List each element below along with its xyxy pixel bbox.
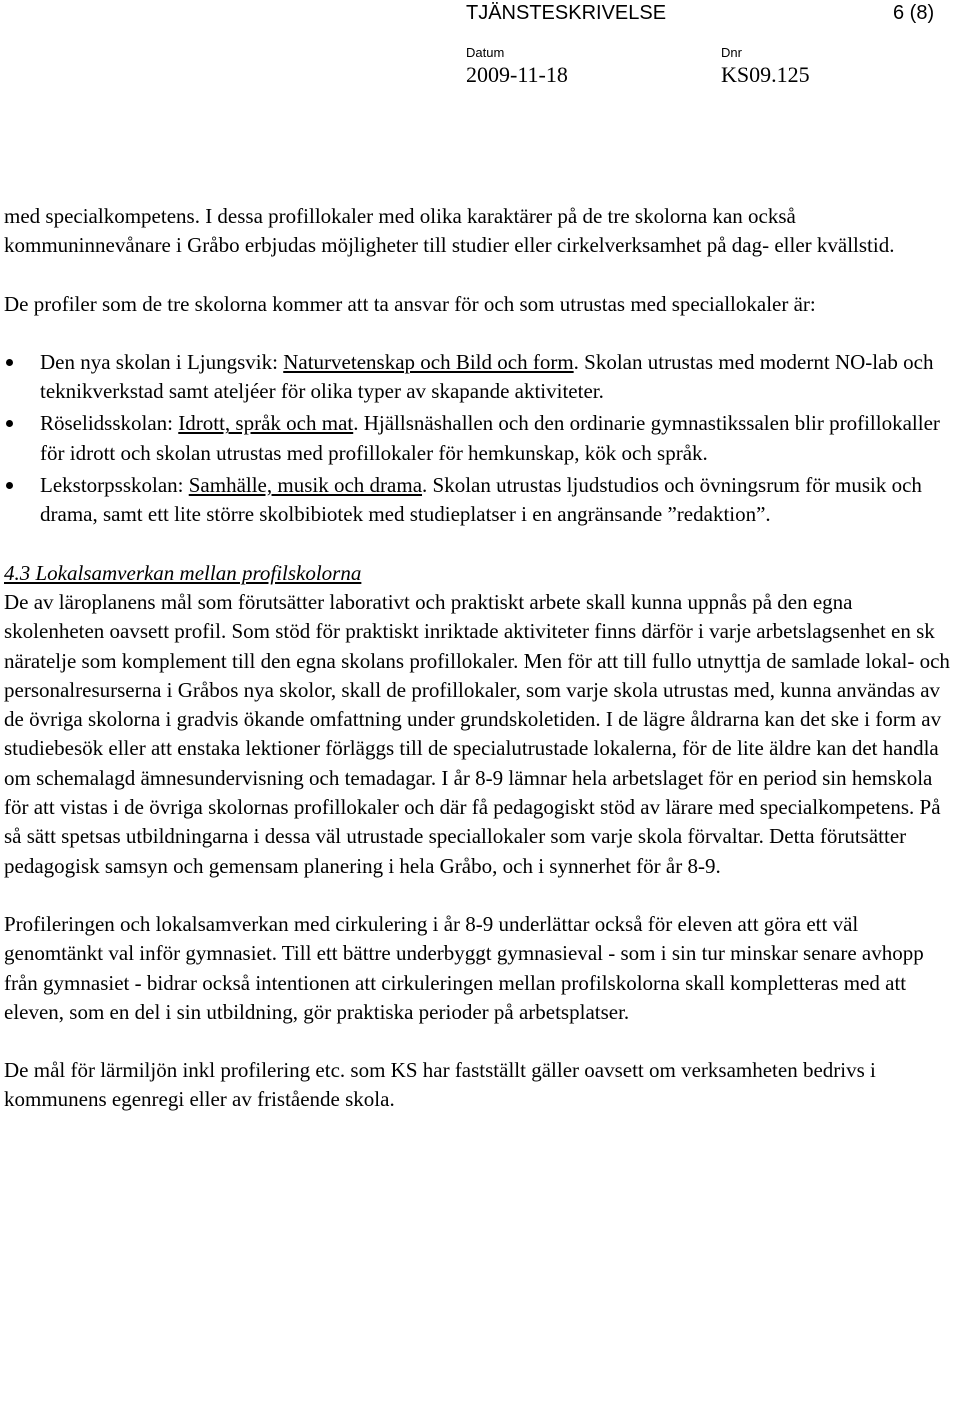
- document-body: [4, 202, 954, 1115]
- body-paragraph: De profiler som de tre skolorna kommer att ta ansvar för och som utrustas med speciallokaler är:: [4, 291, 816, 316]
- document-type-title: TJÄNSTESKRIVELSE: [466, 2, 667, 24]
- school-name: Röselidsskolan:: [40, 411, 179, 436]
- body-paragraph: Profileringen och lokalsamverkan med cirkulering i år 8-9 underlättar också för eleven att göra ett väl genomtänkt val inför gymnasiet. Till ett bättre underbyggt gymnasieval - som i sin tur minskar senare avhopp från gymnasiet - bidrar också intentionen att cirkuleringen mellan profilskolorna skall kompletteras med att eleven, som en del i sin utbildning, gör praktiska perioder på arbetsplatser.: [4, 911, 924, 1024]
- bullet-icon: [6, 482, 13, 489]
- dnr-value: KS09.125: [721, 62, 810, 87]
- page-number: 6 (8): [893, 2, 935, 24]
- list-item: [4, 471, 954, 530]
- date-value: 2009-11-18: [466, 62, 568, 87]
- list-item: [4, 409, 954, 468]
- school-profile: Naturvetenskap och Bild och form: [283, 349, 574, 374]
- school-profile: Samhälle, musik och drama: [188, 473, 423, 498]
- profile-description: . Hjällsnäshallen och den ordinarie gymnastikssalen blir profillokaller för idrott och skolan utrustas med profillokaler för hemkunskap, kök och språk.: [40, 411, 940, 465]
- school-name: Lekstorpsskolan:: [40, 473, 189, 498]
- school-profile-list: [4, 348, 954, 530]
- body-paragraph: De mål för lärmiljön inkl profilering etc. som KS har fastställt gäller oavsett om verksamheten bedrivs i kommunens egenregi eller av fristående skola.: [4, 1058, 876, 1112]
- body-paragraph: De av läroplanens mål som förutsätter laborativt och praktiskt arbete skall kunna uppnås på den egna skolenheten oavsett profil. Som stöd för praktiskt inriktade aktiviteter finns därför i varje arbetslagsenhet en sk näratelje som komplement till den egna skolans profillokaler. Men för att till fullo utnyttja de samlade lokal- och personalresurserna i Gråbos nya skolor, skall de profillokaler, som varje skola utrustas med, kunna användas av de övriga skolorna i gradvis ökande omfattning under grundskoletiden. I de lägre åldrarna kan det ske i form av studiebesök eller att enstaka lektioner förläggs till de specialutrustade lokalerna, för de lite äldre kan det handla om schemalagd ämnesundervisning och temadagar. I år 8-9 lämnar hela arbetslaget för en period sin hemskola för att vistas i de övriga skolornas profillokaler och där få pedagogiskt stöd av lärare med specialkompetens. På så sätt spetsas utbildningarna i dessa väl utrustade speciallokaler som varje skola förvaltar. Detta förutsätter pedagogisk samsyn och gemensam planering i hela Gråbo, och i synnerhet för år 8-9.: [4, 589, 950, 878]
- bullet-icon: [6, 420, 13, 427]
- profile-description: . Skolan utrustas ljudstudios och övningsrum för musik och drama, samt ett lite större skolbibiotek med studieplatser i en angränsande ”redaktion”.: [40, 473, 922, 527]
- profile-description: . Skolan utrustas med modernt NO-lab och teknikverkstad samt ateljéer för olika typer av skapande aktiviteter.: [40, 349, 934, 404]
- dnr-label: Dnr: [721, 45, 742, 60]
- date-label: Datum: [466, 45, 505, 60]
- section-heading: 4.3 Lokalsamverkan mellan profilskolorna: [4, 560, 362, 585]
- list-item: [4, 348, 954, 407]
- school-profile: Idrott, språk och mat: [178, 411, 354, 436]
- bullet-icon: [6, 359, 13, 366]
- body-paragraph: med specialkompetens. I dessa profillokaler med olika karaktärer på de tre skolorna kan också kommuninnevånare i Gråbo erbjudas möjligheter till studier eller cirkelverksamhet på dag- eller kvällstid.: [4, 204, 895, 258]
- school-name: Den nya skolan i Ljungsvik:: [40, 349, 284, 374]
